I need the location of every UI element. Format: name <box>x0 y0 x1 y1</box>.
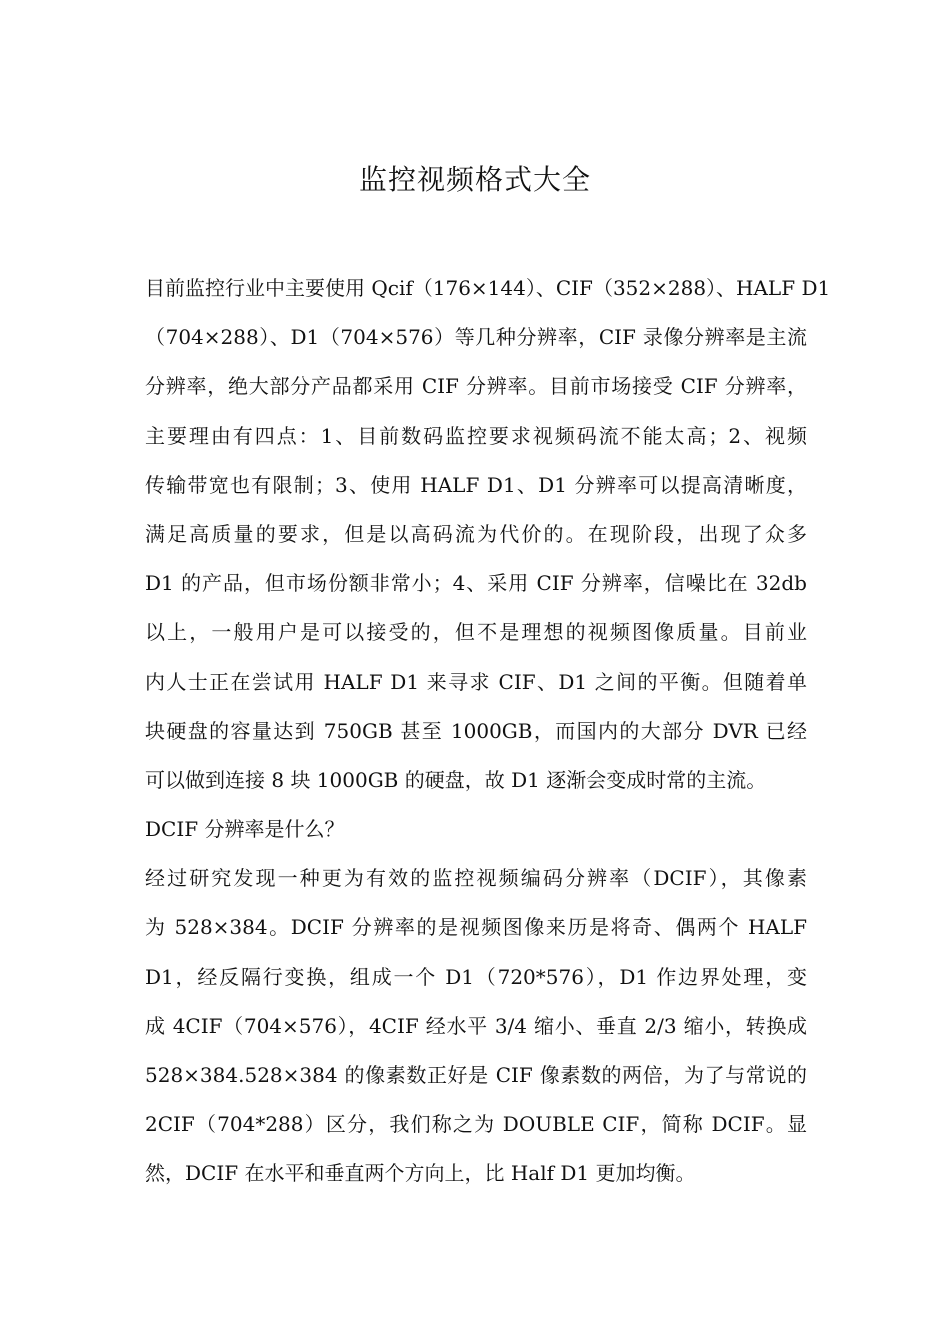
body-line: D1 的产品，但市场份额非常小；4、采用 CIF 分辨率，信噪比在 32db <box>145 571 807 596</box>
body-line: 以上，一般用户是可以接受的，但不是理想的视频图像质量。目前业 <box>145 620 807 645</box>
body-line: 主要理由有四点：1、目前数码监控要求视频码流不能太高；2、视频 <box>145 423 807 448</box>
body-line: 满足高质量的要求，但是以高码流为代价的。在现阶段，出现了众多 <box>145 521 807 546</box>
body-line: 内人士正在尝试用 HALF D1 来寻求 CIF、D1 之间的平衡。但随着单 <box>145 669 807 694</box>
document-title: 监控视频格式大全 <box>358 163 591 196</box>
body-line: D1，经反隔行变换，组成一个 D1（720*576），D1 作边界处理，变 <box>145 964 807 989</box>
body-line: 2CIF（704*288）区分，我们称之为 DOUBLE CIF，简称 DCIF。显 <box>145 1112 807 1137</box>
body-line: 经过研究发现一种更为有效的监控视频编码分辨率（DCIF），其像素 <box>145 866 807 891</box>
body-line: 可以做到连接 8 块 1000GB 的硬盘，故 D1 逐渐会变成时常的主流。 <box>145 767 767 792</box>
body-line: 传输带宽也有限制；3、使用 HALF D1、D1 分辨率可以提高清晰度， <box>145 472 807 497</box>
body-line: 块硬盘的容量达到 750GB 甚至 1000GB，而国内的大部分 DVR 已经 <box>145 718 807 743</box>
body-line: 分辨率，绝大部分产品都采用 CIF 分辨率。目前市场接受 CIF 分辨率， <box>145 374 807 399</box>
section-heading: DCIF 分辨率是什么？ <box>145 817 345 842</box>
body-line: 528×384.528×384 的像素数正好是 CIF 像素数的两倍，为了与常说的 <box>145 1063 807 1087</box>
body-line: 成 4CIF（704×576），4CIF 经水平 3/4 缩小、垂直 2/3 缩小，转换成 <box>145 1013 807 1038</box>
body-line: 然，DCIF 在水平和垂直两个方向上，比 Half D1 更加均衡。 <box>145 1161 696 1186</box>
body-line: 目前监控行业中主要使用 Qcif（176×144）、CIF（352×288）、HALF D1 <box>145 276 831 300</box>
body-line: 为 528×384。DCIF 分辨率的是视频图像来历是将奇、偶两个 HALF <box>145 915 807 940</box>
body-line: （704×288）、D1（704×576）等几种分辨率，CIF 录像分辨率是主流 <box>145 325 807 350</box>
document-body <box>145 264 831 1199</box>
